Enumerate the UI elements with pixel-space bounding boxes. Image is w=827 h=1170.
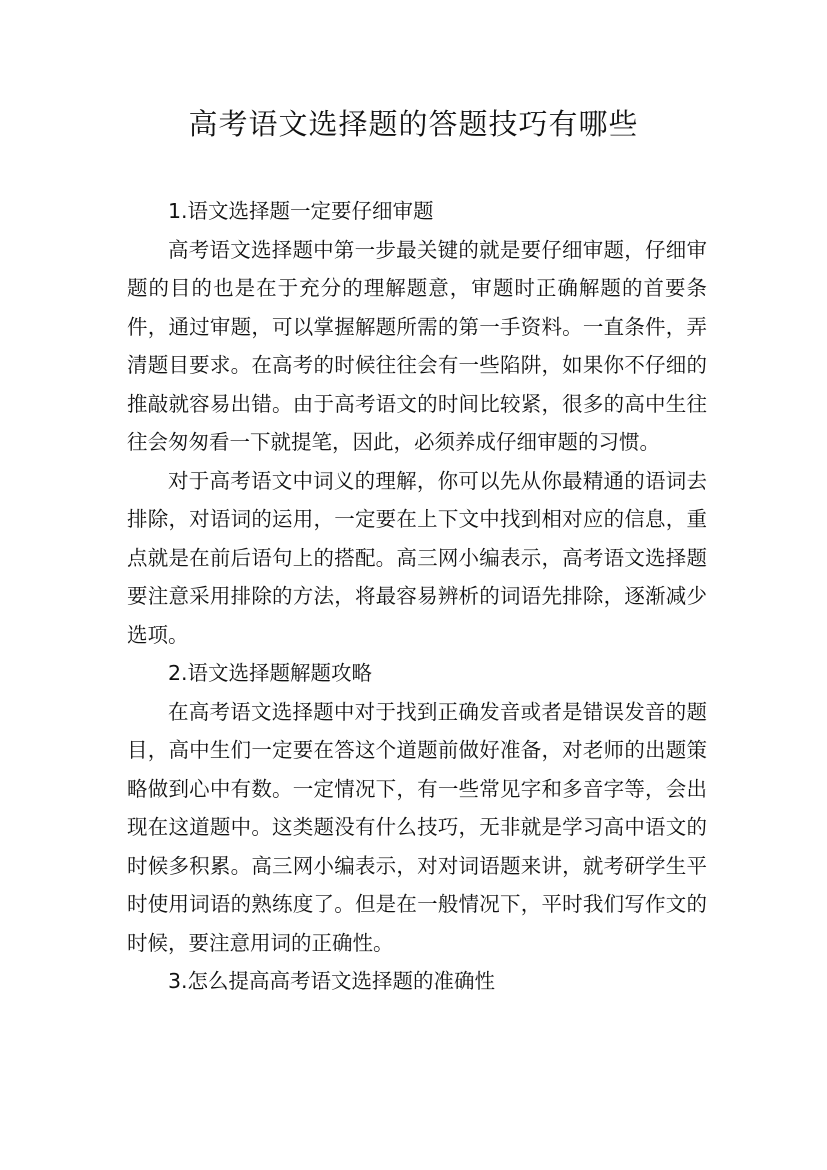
paragraph-2: 对于高考语文中词义的理解，你可以先从你最精通的语词去排除，对语词的运用，一定要在上下文中找到相对应的信息，重点就是在前后语句上的搭配。高三网小编表示，高考语文选择题要注意采用排除的方法，将最容易辨析的词语先排除，逐渐减少选项。 (127, 468, 707, 647)
section-heading-3: 3.怎么提高高考语文选择题的准确性 (168, 969, 496, 993)
document-body (127, 192, 707, 1001)
section-heading-2: 2.语文选择题解题攻略 (168, 661, 373, 685)
paragraph-1: 高考语文选择题中第一步最关键的就是要仔细审题，仔细审题的目的也是在于充分的理解题意，审题时正确解题的首要条件，通过审题，可以掌握解题所需的第一手资料。一直条件，弄清题目要求。在高考的时候往往会有一些陷阱，如果你不仔细的推敲就容易出错。由于高考语文的时间比较紧，很多的高中生往往会匆匆看一下就提笔，因此，必须养成仔细审题的习惯。 (127, 237, 707, 454)
page-title: 高考语文选择题的答题技巧有哪些 (188, 107, 639, 141)
section-heading-1: 1.语文选择题一定要仔细审题 (168, 199, 434, 223)
paragraph-3: 在高考语文选择题中对于找到正确发音或者是错误发音的题目，高中生们一定要在答这个道题前做好准备，对老师的出题策略做到心中有数。一定情况下，有一些常见字和多音字等，会出现在这道题中。这类题没有什么技巧，无非就是学习高中语文的时候多积累。高三网小编表示，对对词语题来讲，就考研学生平时使用词语的熟练度了。但是在一般情况下，平时我们写作文的时候，要注意用词的正确性。 (127, 699, 707, 955)
